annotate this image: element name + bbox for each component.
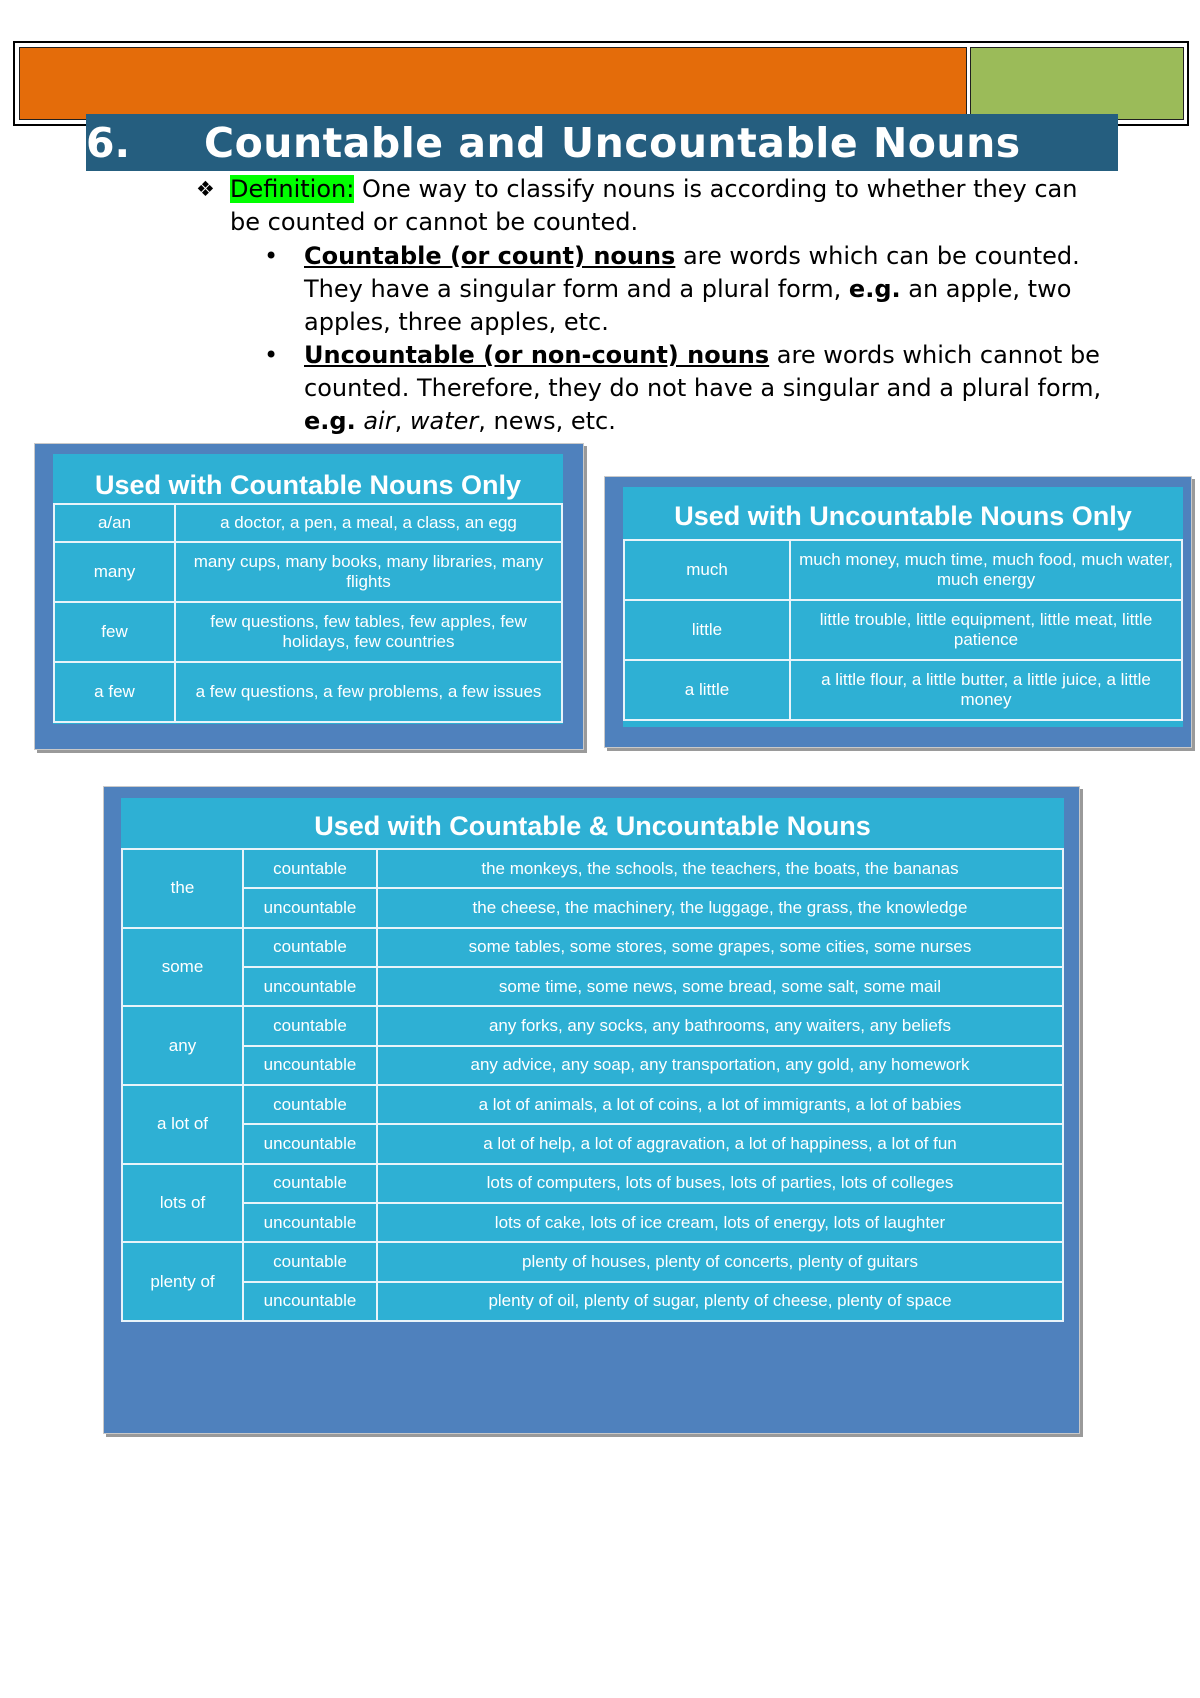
table-row bbox=[122, 967, 1063, 1006]
countable-text: are words which can be counted. They have a singular form and a plural form, bbox=[304, 242, 1080, 303]
examples-cell: plenty of oil, plenty of sugar, plenty of cheese, plenty of space bbox=[377, 1282, 1063, 1321]
examples-cell: a lot of animals, a lot of coins, a lot of immigrants, a lot of babies bbox=[377, 1085, 1063, 1124]
examples-cell: lots of cake, lots of ice cream, lots of energy, lots of laughter bbox=[377, 1203, 1063, 1242]
type-cell: countable bbox=[243, 1242, 377, 1281]
type-cell: uncountable bbox=[243, 1282, 377, 1321]
table-row bbox=[122, 928, 1063, 967]
section-title-bar bbox=[86, 114, 1118, 171]
uncountable-only-table bbox=[623, 539, 1183, 721]
uncountable-eg: e.g. bbox=[304, 407, 356, 435]
countable-examples: an apple, two apples, three apples, etc. bbox=[304, 275, 1072, 336]
list-item-uncountable bbox=[264, 339, 1124, 438]
uncountable-only-title: Used with Uncountable Nouns Only bbox=[674, 501, 1132, 531]
uncountable-separator: , bbox=[394, 407, 410, 435]
examples-cell: little trouble, little equipment, little meat, little patience bbox=[790, 600, 1182, 660]
examples-cell: the cheese, the machinery, the luggage, the grass, the knowledge bbox=[377, 888, 1063, 927]
examples-cell: some time, some news, some bread, some salt, some mail bbox=[377, 967, 1063, 1006]
quantifier-cell: plenty of bbox=[122, 1242, 243, 1321]
countable-uncountable-table bbox=[121, 848, 1064, 1322]
uncountable-example-air: air bbox=[363, 407, 395, 435]
uncountable-text: are words which cannot be counted. Therefore, they do not have a singular and a plural form, bbox=[304, 341, 1102, 402]
table-row bbox=[624, 660, 1182, 720]
countable-eg: e.g. bbox=[848, 275, 901, 303]
uncountable-term: Uncountable (or non-count) nouns bbox=[304, 341, 770, 369]
definition-paragraph bbox=[196, 173, 1096, 239]
quantifier-cell: a little bbox=[624, 660, 790, 720]
countable-term: Countable (or count) nouns bbox=[304, 242, 676, 270]
countable-only-panel bbox=[53, 454, 563, 724]
type-cell: uncountable bbox=[243, 1046, 377, 1085]
countable-only-card bbox=[34, 443, 584, 750]
header-green-band bbox=[970, 47, 1184, 120]
table-row bbox=[122, 1085, 1063, 1124]
table-row bbox=[54, 662, 562, 722]
countable-uncountable-panel bbox=[121, 798, 1064, 848]
table-row bbox=[54, 504, 562, 542]
table-row bbox=[624, 600, 1182, 660]
header-orange-band bbox=[19, 47, 967, 120]
list-item-countable bbox=[264, 240, 1124, 339]
examples-cell: lots of computers, lots of buses, lots of parties, lots of colleges bbox=[377, 1164, 1063, 1203]
table-row bbox=[122, 1282, 1063, 1321]
countable-only-title: Used with Countable Nouns Only bbox=[94, 470, 521, 500]
type-cell: uncountable bbox=[243, 1203, 377, 1242]
type-cell: countable bbox=[243, 849, 377, 888]
bullet-dot-icon: • bbox=[264, 341, 279, 369]
uncountable-example-water: water bbox=[409, 407, 479, 435]
table-row bbox=[54, 602, 562, 662]
examples-cell: some tables, some stores, some grapes, some cities, some nurses bbox=[377, 928, 1063, 967]
examples-cell: few questions, few tables, few apples, few holidays, few countries bbox=[175, 602, 562, 662]
quantifier-cell: a few bbox=[54, 662, 175, 722]
examples-cell: any forks, any socks, any bathrooms, any waiters, any beliefs bbox=[377, 1006, 1063, 1045]
examples-cell: many cups, many books, many libraries, many flights bbox=[175, 542, 562, 602]
examples-cell: a little flour, a little butter, a little juice, a little money bbox=[790, 660, 1182, 720]
table-row bbox=[122, 1006, 1063, 1045]
countable-only-table bbox=[53, 503, 563, 723]
table-row bbox=[122, 1242, 1063, 1281]
quantifier-cell: lots of bbox=[122, 1164, 243, 1243]
type-cell: countable bbox=[243, 1085, 377, 1124]
quantifier-cell: few bbox=[54, 602, 175, 662]
countable-uncountable-title: Used with Countable & Uncountable Nouns bbox=[314, 811, 871, 841]
examples-cell: a lot of help, a lot of aggravation, a lot of happiness, a lot of fun bbox=[377, 1124, 1063, 1163]
type-cell: countable bbox=[243, 928, 377, 967]
examples-cell: much money, much time, much food, much water, much energy bbox=[790, 540, 1182, 600]
type-cell: uncountable bbox=[243, 888, 377, 927]
quantifier-cell: any bbox=[122, 1006, 243, 1085]
table-row bbox=[122, 1164, 1063, 1203]
type-cell: countable bbox=[243, 1006, 377, 1045]
examples-cell: a doctor, a pen, a meal, a class, an egg bbox=[175, 504, 562, 542]
uncountable-only-card bbox=[604, 476, 1192, 748]
table-row bbox=[122, 1124, 1063, 1163]
quantifier-cell: many bbox=[54, 542, 175, 602]
table-row bbox=[122, 849, 1063, 888]
table-row bbox=[122, 888, 1063, 927]
table-row bbox=[122, 1203, 1063, 1242]
table-row bbox=[54, 542, 562, 602]
quantifier-cell: some bbox=[122, 928, 243, 1007]
type-cell: uncountable bbox=[243, 1124, 377, 1163]
examples-cell: the monkeys, the schools, the teachers, the boats, the bananas bbox=[377, 849, 1063, 888]
quantifier-cell: much bbox=[624, 540, 790, 600]
noun-type-list bbox=[264, 240, 1124, 438]
examples-cell: a few questions, a few problems, a few issues bbox=[175, 662, 562, 722]
type-cell: uncountable bbox=[243, 967, 377, 1006]
bullet-dot-icon: • bbox=[264, 242, 279, 270]
uncountable-only-panel bbox=[623, 487, 1183, 727]
quantifier-cell: a/an bbox=[54, 504, 175, 542]
quantifier-cell: a lot of bbox=[122, 1085, 243, 1164]
diamond-bullet-icon: ❖ bbox=[196, 177, 215, 201]
examples-cell: plenty of houses, plenty of concerts, plenty of guitars bbox=[377, 1242, 1063, 1281]
section-title: Countable and Uncountable Nouns bbox=[204, 118, 1021, 167]
definition-label: Definition: bbox=[230, 175, 355, 203]
quantifier-cell: little bbox=[624, 600, 790, 660]
table-row bbox=[624, 540, 1182, 600]
countable-uncountable-card bbox=[103, 786, 1080, 1434]
definition-text: One way to classify nouns is according to whether they can be counted or cannot be counted. bbox=[230, 175, 1078, 236]
type-cell: countable bbox=[243, 1164, 377, 1203]
section-number: 6. bbox=[86, 118, 131, 167]
table-row bbox=[122, 1046, 1063, 1085]
quantifier-cell: the bbox=[122, 849, 243, 928]
uncountable-examples: , news, etc. bbox=[478, 407, 616, 435]
examples-cell: any advice, any soap, any transportation, any gold, any homework bbox=[377, 1046, 1063, 1085]
